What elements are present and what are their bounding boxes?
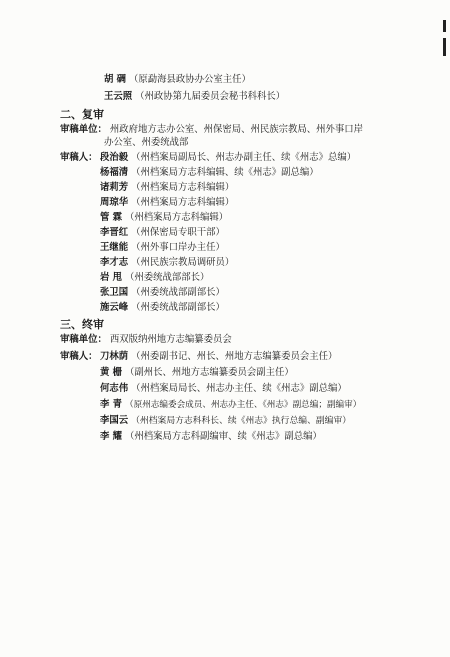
person-desc: （州委副书记、州长、州地方志编纂委员会主任） bbox=[131, 351, 338, 362]
list-item bbox=[104, 74, 251, 86]
review-unit-line bbox=[60, 124, 363, 136]
person-desc: （州档案局方志科科长、续《州志》执行总编、副编审） bbox=[131, 416, 352, 426]
list-item bbox=[100, 167, 319, 179]
review-reviewer-line bbox=[60, 152, 98, 164]
list-item bbox=[100, 415, 351, 427]
person-desc: （州档案局方志科编辑） bbox=[131, 197, 235, 208]
final-reviewer-line bbox=[60, 351, 98, 363]
list-item bbox=[100, 351, 337, 363]
list-item bbox=[100, 212, 228, 224]
person-desc: （州档案局方志科编辑、续《州志》副总编） bbox=[131, 167, 319, 178]
review-unit-line bbox=[104, 137, 188, 149]
person-name: 李才志 bbox=[100, 257, 129, 268]
person-name: 施云峰 bbox=[100, 302, 129, 313]
person-name: 刀林荫 bbox=[100, 351, 129, 362]
reviewer-label: 审稿人： bbox=[60, 351, 98, 362]
person-desc: （州档案局副局长、州志办副主任、续《州志》总编） bbox=[131, 152, 357, 163]
section-heading-review: 二、复审 bbox=[60, 108, 104, 121]
person-desc: （副州长、州地方志编纂委员会副主任） bbox=[125, 367, 294, 378]
list-item bbox=[100, 272, 209, 284]
person-desc: （州档案局方志科编辑） bbox=[125, 212, 229, 223]
scan-edge-mark bbox=[443, 38, 446, 56]
person-desc: （州档案局局长、州志办主任、续《州志》副总编） bbox=[131, 383, 347, 394]
person-name: 李 耀 bbox=[100, 431, 123, 442]
person-desc: （州政协第九届委员会秘书科科长） bbox=[135, 91, 286, 102]
person-name: 张卫国 bbox=[100, 287, 129, 298]
person-desc: （州档案局方志科编辑） bbox=[131, 182, 235, 193]
scan-edge-mark bbox=[443, 20, 446, 32]
person-name: 岩 甩 bbox=[100, 272, 123, 283]
unit-label: 审稿单位： bbox=[60, 334, 107, 345]
person-name: 李国云 bbox=[100, 415, 129, 426]
list-item bbox=[100, 257, 234, 269]
person-name: 胡 碉 bbox=[104, 74, 127, 85]
list-item bbox=[100, 367, 294, 379]
person-name: 何志伟 bbox=[100, 383, 129, 394]
unit-text: 州政府地方志办公室、州保密局、州民族宗教局、州外事口岸 bbox=[109, 124, 364, 135]
list-item bbox=[104, 91, 285, 103]
list-item bbox=[100, 383, 347, 395]
person-name: 段治毅 bbox=[100, 152, 129, 163]
person-name: 李 青 bbox=[100, 399, 123, 410]
person-name: 王云照 bbox=[104, 91, 133, 102]
list-item bbox=[100, 287, 225, 299]
list-item bbox=[100, 302, 225, 314]
list-item bbox=[100, 197, 234, 209]
person-desc: （州外事口岸办主任） bbox=[131, 242, 225, 253]
person-name: 李晋红 bbox=[100, 227, 129, 238]
list-item bbox=[100, 152, 356, 164]
list-item bbox=[100, 399, 361, 411]
unit-text: 办公室、州委统战部 bbox=[104, 137, 189, 148]
person-desc: （州委统战部部长） bbox=[125, 272, 210, 283]
section-heading-final: 三、终审 bbox=[60, 318, 104, 331]
person-desc: （原州志编委会成员、州志办主任、《州志》副总编；副编审） bbox=[125, 400, 362, 410]
person-desc: （州档案局方志科副编审、续《州志》副总编） bbox=[125, 431, 322, 442]
list-item bbox=[100, 182, 234, 194]
person-name: 周琼华 bbox=[100, 197, 129, 208]
list-item bbox=[100, 227, 225, 239]
person-desc: （州委统战部副部长） bbox=[131, 287, 225, 298]
final-unit-line bbox=[60, 334, 232, 346]
unit-label: 审稿单位： bbox=[60, 124, 107, 135]
person-name: 黄 栅 bbox=[100, 367, 123, 378]
person-name: 杨福清 bbox=[100, 167, 129, 178]
person-name: 管 霖 bbox=[100, 212, 123, 223]
person-desc: （州委统战部副部长） bbox=[131, 302, 225, 313]
list-item bbox=[100, 242, 225, 254]
list-item bbox=[100, 431, 322, 443]
person-desc: （州保密局专职干部） bbox=[131, 227, 225, 238]
person-desc: （原勐海县政协办公室主任） bbox=[129, 74, 251, 85]
person-name: 王继能 bbox=[100, 242, 129, 253]
person-desc: （州民族宗教局调研员） bbox=[131, 257, 235, 268]
reviewer-label: 审稿人： bbox=[60, 152, 98, 163]
unit-text: 西双版纳州地方志编纂委员会 bbox=[109, 334, 232, 345]
person-name: 诸莉芳 bbox=[100, 182, 129, 193]
